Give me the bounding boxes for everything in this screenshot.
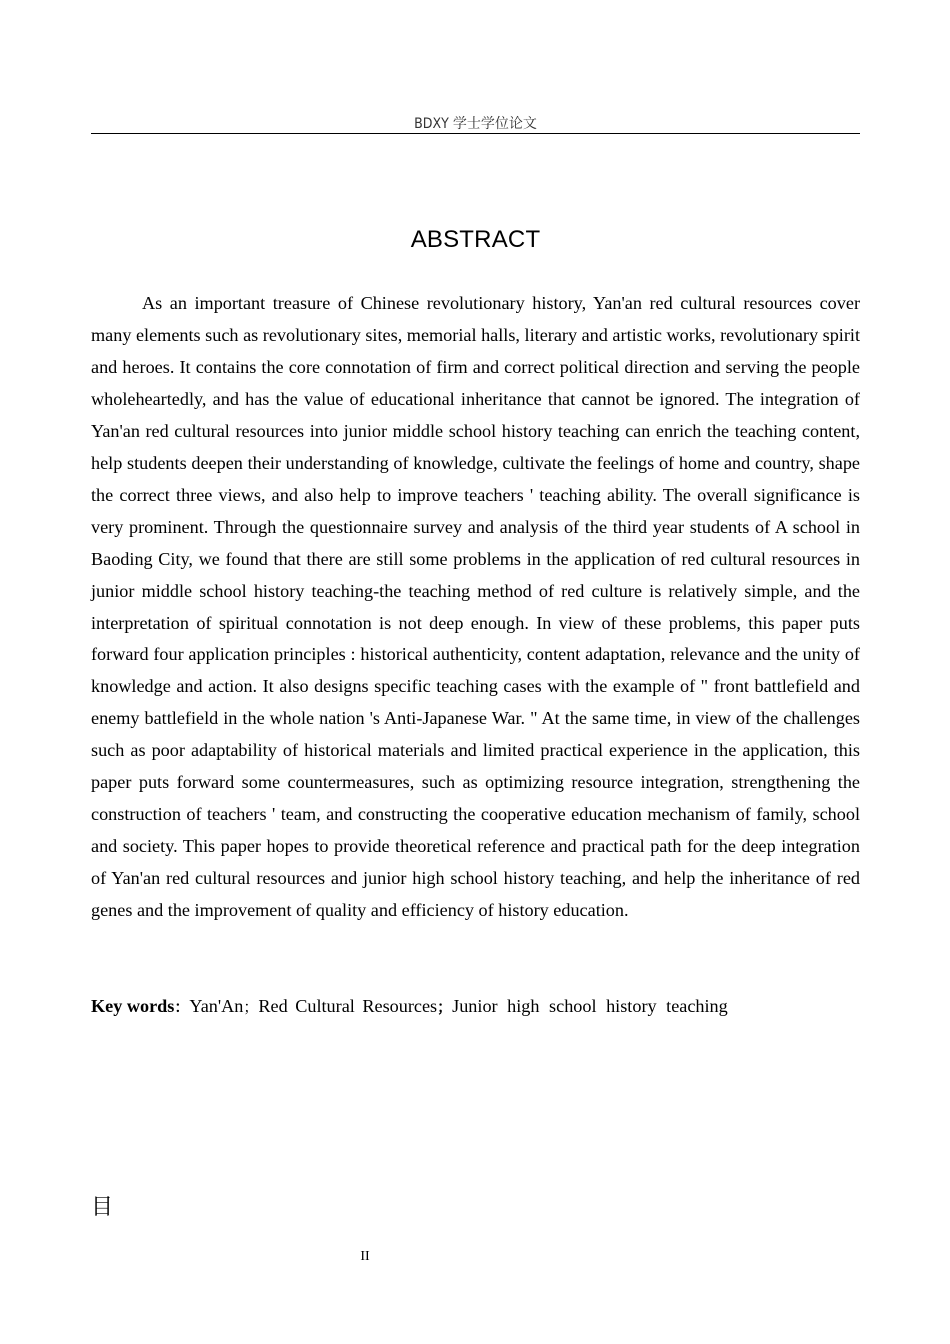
keyword-item: Junior high school history teaching	[452, 996, 728, 1016]
page-number: II	[360, 1249, 370, 1264]
keyword-separator: ；	[437, 998, 453, 1016]
table-of-contents-heading: 目	[91, 1195, 114, 1220]
keywords-label: Key words	[91, 996, 175, 1016]
keyword-separator: ；	[243, 998, 259, 1016]
abstract-body: As an important treasure of Chinese revolutionary history, Yan'an red cultural resources cover many elements such as revolutionary sites, memorial halls, literary and artistic works, revolutionary spirit and heroes. It contains the core connotation of firm and correct political direction and serving the people wholeheartedly, and has the value of educational inheritance that cannot be ignored. The integration of Yan'an red cultural resources into junior middle school history teaching can enrich the teaching content, help students deepen their understanding of knowledge, cultivate the feelings of home and country, shape the correct three views, and also help to improve teachers ' teaching ability. The overall significance is very prominent. Through the questionnaire survey and analysis of the third year students of A school in Baoding City, we found that there are still some problems in the application of red cultural resources in junior middle school history teaching-the teaching method of red culture is relatively simple, and the interpretation of spiritual connotation is not deep enough. In view of these problems, this paper puts forward four application principles : historical authenticity, content adaptation, relevance and the unity of knowledge and action. It also designs specific teaching cases with the example of " front battlefield and enemy battlefield in the whole nation 's Anti-Japanese War. " At the same time, in view of the challenges such as poor adaptability of historical materials and limited practical experience in the application, this paper puts forward some countermeasures, such as optimizing resource integration, strengthening the construction of teachers ' team, and constructing the cooperative education mechanism of family, school and society. This paper hopes to provide theoretical reference and practical path for the deep integration of Yan'an red cultural resources and junior high school history teaching, and help the inheritance of red genes and the improvement of quality and efficiency of history education.	[91, 293, 860, 921]
keywords-line	[91, 991, 860, 1024]
keyword-item: Red Cultural Resources	[258, 996, 438, 1016]
keywords-label-separator: ：	[174, 998, 190, 1016]
keyword-item: Yan'An	[189, 996, 244, 1016]
header-rule	[91, 133, 860, 134]
abstract-title: ABSTRACT	[410, 226, 541, 253]
running-header: BDXY 学士学位论文	[414, 116, 537, 132]
